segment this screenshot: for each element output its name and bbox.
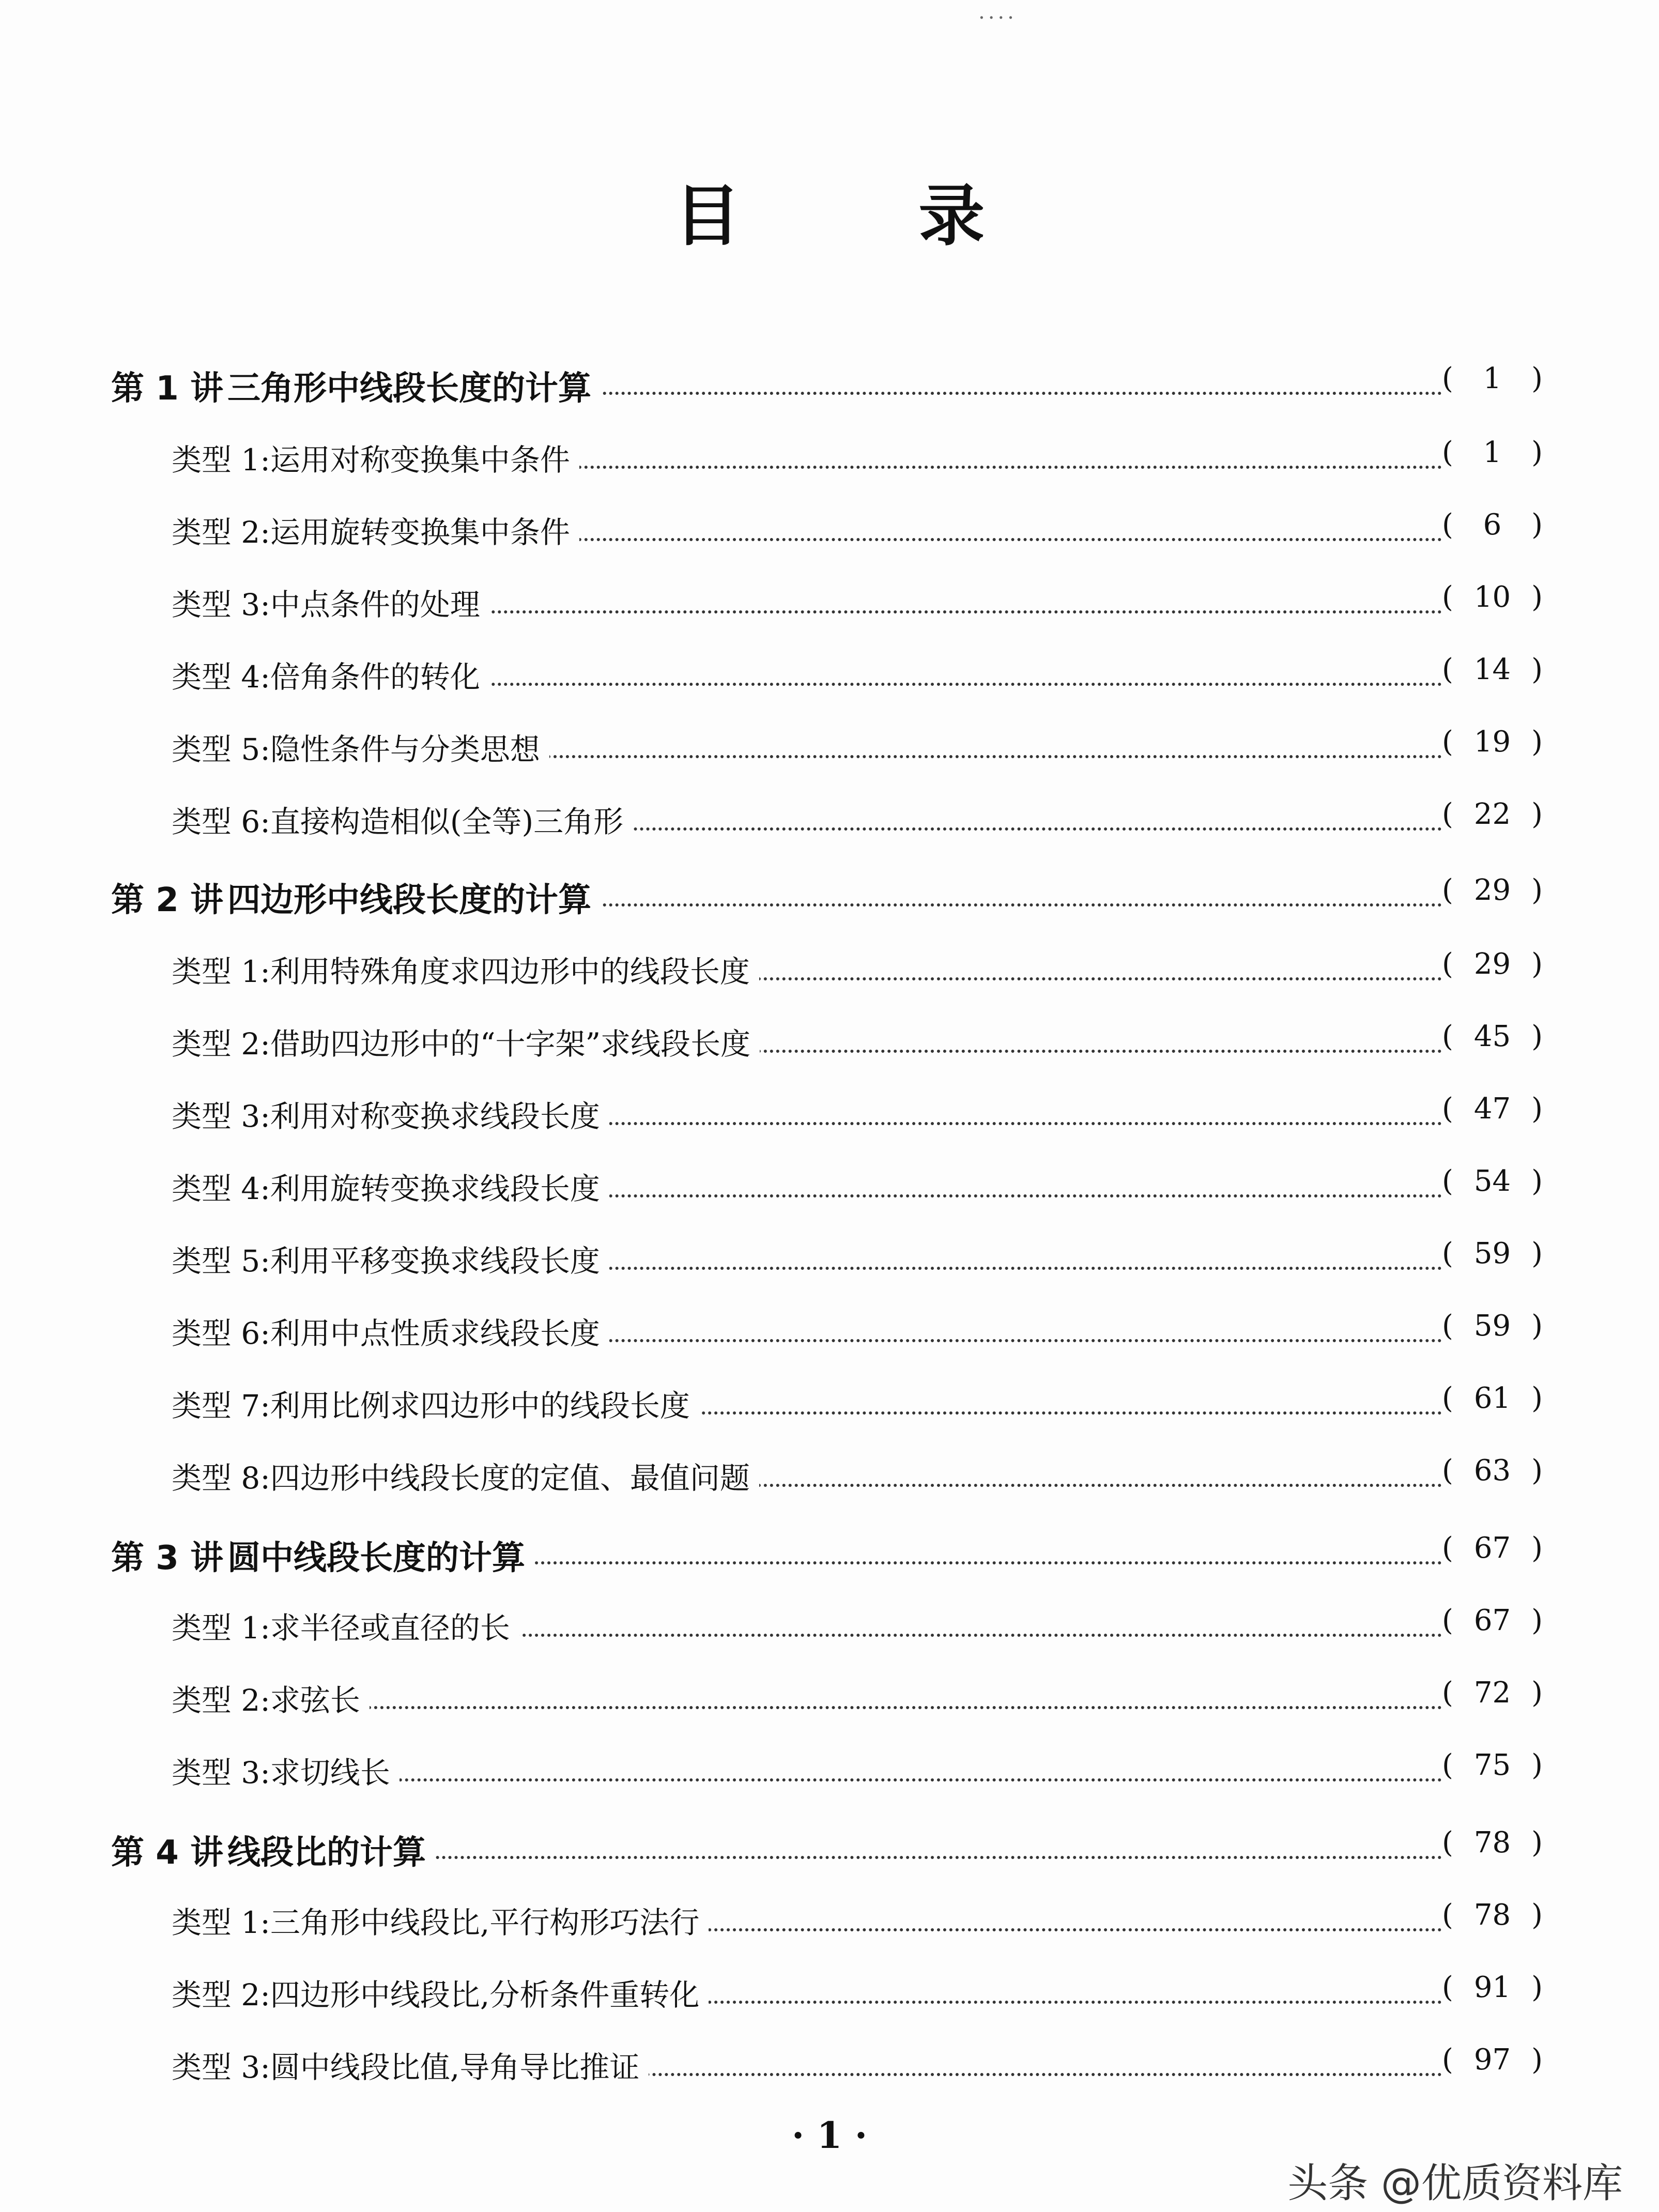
close-paren: ) bbox=[1531, 947, 1543, 981]
toc-page-ref bbox=[1442, 1309, 1543, 1343]
toc-entry-title bbox=[111, 1826, 435, 1873]
open-paren: ( bbox=[1442, 797, 1453, 831]
toc-entry-label: 类型 5:隐性条件与分类思想 bbox=[172, 732, 540, 767]
toc-entry-title bbox=[172, 653, 489, 696]
toc-page-ref bbox=[1442, 1164, 1543, 1198]
toc-entry-label: 类型 1:运用对称变换集中条件 bbox=[172, 442, 570, 478]
toc-entry-label: 类型 3:圆中线段比值,导角导比推证 bbox=[172, 2050, 640, 2085]
toc-page-ref bbox=[1442, 1676, 1543, 1710]
toc-page-ref bbox=[1442, 725, 1543, 759]
page-title: 目 录 bbox=[674, 178, 1063, 255]
close-paren: ) bbox=[1531, 797, 1543, 831]
toc-entry-title bbox=[172, 1676, 370, 1719]
toc-section-row[interactable] bbox=[0, 725, 1659, 777]
open-paren: ( bbox=[1442, 1971, 1453, 2004]
toc-page-ref bbox=[1442, 1092, 1543, 1126]
open-paren: ( bbox=[1442, 1604, 1453, 1637]
open-paren: ( bbox=[1442, 1164, 1453, 1198]
page-ref-number: 6 bbox=[1483, 508, 1502, 542]
toc-entry-title bbox=[172, 725, 549, 769]
toc-entry-label: 类型 2:四边形中线段比,分析条件重转化 bbox=[172, 1977, 700, 2013]
toc-page-ref bbox=[1442, 1826, 1543, 1860]
toc-section-row[interactable] bbox=[0, 1092, 1659, 1144]
toc-page-ref bbox=[1442, 797, 1543, 831]
toc-entry-label: 类型 1:求半径或直径的长 bbox=[172, 1610, 510, 1646]
toc-entry-label: 四边形中线段长度的计算 bbox=[227, 881, 591, 919]
toc-page-ref bbox=[1442, 1604, 1543, 1637]
toc-entry-label: 类型 4:利用旋转变换求线段长度 bbox=[172, 1171, 600, 1206]
toc-page-ref bbox=[1442, 653, 1543, 686]
toc-page-ref bbox=[1442, 508, 1543, 542]
toc-page-ref bbox=[1442, 873, 1543, 907]
page-ref-number: 67 bbox=[1473, 1604, 1511, 1637]
lecture-number: 第 3 讲 bbox=[111, 1539, 224, 1577]
page-ref-number: 10 bbox=[1473, 580, 1511, 614]
toc-page-ref bbox=[1442, 2043, 1543, 2077]
page-ref-number: 61 bbox=[1473, 1381, 1511, 1415]
toc-section-row[interactable] bbox=[0, 1604, 1659, 1655]
page-ref-number: 29 bbox=[1473, 873, 1511, 907]
open-paren: ( bbox=[1442, 1237, 1453, 1270]
page-ref-number: 78 bbox=[1473, 1826, 1511, 1860]
open-paren: ( bbox=[1442, 508, 1453, 542]
close-paren: ) bbox=[1531, 1164, 1543, 1198]
open-paren: ( bbox=[1442, 1454, 1453, 1487]
toc-section-row[interactable] bbox=[0, 436, 1659, 487]
toc-section-row[interactable] bbox=[0, 508, 1659, 560]
toc-entry-title bbox=[172, 1454, 759, 1497]
toc-page-ref bbox=[1442, 580, 1543, 614]
toc-entry-label: 类型 2:运用旋转变换集中条件 bbox=[172, 515, 570, 550]
close-paren: ) bbox=[1531, 1092, 1543, 1126]
page-ref-number: 1 bbox=[1483, 362, 1502, 395]
close-paren: ) bbox=[1531, 653, 1543, 686]
page-ref-number: 29 bbox=[1473, 947, 1511, 981]
toc-lecture-row[interactable] bbox=[0, 1826, 1659, 1878]
toc-section-row[interactable] bbox=[0, 1898, 1659, 1950]
page-ref-number: 14 bbox=[1473, 653, 1511, 686]
open-paren: ( bbox=[1442, 1748, 1453, 1782]
header-dots: .... bbox=[978, 0, 1017, 24]
dot-leader bbox=[362, 610, 1442, 613]
close-paren: ) bbox=[1531, 1454, 1543, 1487]
toc-page-ref bbox=[1442, 1381, 1543, 1415]
toc-lecture-row[interactable] bbox=[0, 1531, 1659, 1583]
toc-page-ref bbox=[1442, 947, 1543, 981]
toc-section-row[interactable] bbox=[0, 1454, 1659, 1506]
dot-leader bbox=[362, 1706, 1442, 1709]
toc-entry-title bbox=[172, 1092, 609, 1135]
close-paren: ) bbox=[1531, 1531, 1543, 1565]
toc-entry-title bbox=[172, 1381, 699, 1425]
page-ref-number: 97 bbox=[1473, 2043, 1511, 2077]
toc-entry-label: 类型 1:利用特殊角度求四边形中的线段长度 bbox=[172, 954, 750, 989]
open-paren: ( bbox=[1442, 725, 1453, 759]
toc-page-ref bbox=[1442, 1898, 1543, 1932]
toc-section-row[interactable] bbox=[0, 1748, 1659, 1800]
toc-page-ref bbox=[1442, 1020, 1543, 1053]
toc-page-ref bbox=[1442, 362, 1543, 395]
toc-entry-title bbox=[111, 1531, 534, 1579]
toc-entry-label: 类型 8:四边形中线段长度的定值、最值问题 bbox=[172, 1461, 750, 1496]
page-ref-number: 59 bbox=[1473, 1237, 1511, 1270]
page-ref-number: 91 bbox=[1473, 1971, 1511, 2004]
open-paren: ( bbox=[1442, 873, 1453, 907]
toc-section-row[interactable] bbox=[0, 580, 1659, 632]
toc-section-row[interactable] bbox=[0, 1309, 1659, 1361]
page-ref-number: 59 bbox=[1473, 1309, 1511, 1343]
toc-section-row[interactable] bbox=[0, 1676, 1659, 1728]
close-paren: ) bbox=[1531, 362, 1543, 395]
toc-entry-title bbox=[111, 362, 601, 409]
toc-section-row[interactable] bbox=[0, 797, 1659, 849]
toc-section-row[interactable] bbox=[0, 2043, 1659, 2095]
close-paren: ) bbox=[1531, 1826, 1543, 1860]
open-paren: ( bbox=[1442, 580, 1453, 614]
toc-entry-label: 类型 2:借助四边形中的“十字架”求线段长度 bbox=[172, 1026, 751, 1062]
toc-page-ref bbox=[1442, 1237, 1543, 1270]
lecture-number: 第 4 讲 bbox=[111, 1834, 224, 1872]
close-paren: ) bbox=[1531, 873, 1543, 907]
open-paren: ( bbox=[1442, 1531, 1453, 1565]
toc-entry-label: 类型 3:求切线长 bbox=[172, 1755, 390, 1790]
close-paren: ) bbox=[1531, 725, 1543, 759]
page-ref-number: 22 bbox=[1473, 797, 1511, 831]
lecture-number: 第 2 讲 bbox=[111, 881, 224, 919]
close-paren: ) bbox=[1531, 2043, 1543, 2077]
toc-page-ref bbox=[1442, 436, 1543, 469]
toc-entry-label: 线段比的计算 bbox=[227, 1834, 426, 1872]
toc-lecture-row[interactable] bbox=[0, 873, 1659, 925]
toc-entry-title bbox=[172, 1309, 609, 1353]
page-ref-number: 54 bbox=[1473, 1164, 1511, 1198]
toc-entry-title bbox=[111, 873, 601, 921]
toc-entry-title bbox=[172, 580, 489, 624]
open-paren: ( bbox=[1442, 2043, 1453, 2077]
toc-section-row[interactable] bbox=[0, 1381, 1659, 1433]
toc-entry-label: 三角形中线段长度的计算 bbox=[227, 370, 591, 408]
toc-page-ref bbox=[1442, 1454, 1543, 1487]
close-paren: ) bbox=[1531, 580, 1543, 614]
toc-entry-title bbox=[172, 947, 759, 991]
open-paren: ( bbox=[1442, 947, 1453, 981]
open-paren: ( bbox=[1442, 1676, 1453, 1710]
page-ref-number: 72 bbox=[1473, 1676, 1511, 1710]
toc-lecture-row[interactable] bbox=[0, 362, 1659, 413]
toc-entry-title bbox=[172, 1898, 709, 1942]
page-ref-number: 45 bbox=[1473, 1020, 1511, 1053]
toc-entry-label: 类型 5:利用平移变换求线段长度 bbox=[172, 1243, 600, 1279]
toc-entry-label: 类型 7:利用比例求四边形中的线段长度 bbox=[172, 1388, 690, 1423]
toc-entry-title bbox=[172, 1604, 519, 1647]
open-paren: ( bbox=[1442, 1826, 1453, 1860]
lecture-number: 第 1 讲 bbox=[111, 370, 224, 408]
page-ref-number: 75 bbox=[1473, 1748, 1511, 1782]
page-ref-number: 19 bbox=[1473, 725, 1511, 759]
toc-section-row[interactable] bbox=[0, 1020, 1659, 1071]
close-paren: ) bbox=[1531, 1676, 1543, 1710]
toc-entry-label: 类型 1:三角形中线段比,平行构形巧法行 bbox=[172, 1905, 700, 1940]
open-paren: ( bbox=[1442, 362, 1453, 395]
toc-section-row[interactable] bbox=[0, 1164, 1659, 1216]
open-paren: ( bbox=[1442, 436, 1453, 469]
close-paren: ) bbox=[1531, 1971, 1543, 2004]
page-ref-number: 47 bbox=[1473, 1092, 1511, 1126]
dot-leader bbox=[362, 1856, 1442, 1859]
toc-entry-title bbox=[172, 508, 579, 551]
close-paren: ) bbox=[1531, 508, 1543, 542]
page-ref-number: 67 bbox=[1473, 1531, 1511, 1565]
close-paren: ) bbox=[1531, 1898, 1543, 1932]
toc-section-row[interactable] bbox=[0, 653, 1659, 704]
toc-entry-label: 类型 3:利用对称变换求线段长度 bbox=[172, 1099, 600, 1134]
page-ref-number: 1 bbox=[1483, 436, 1502, 469]
toc-page-ref bbox=[1442, 1748, 1543, 1782]
open-paren: ( bbox=[1442, 1898, 1453, 1932]
toc-entry-label: 类型 3:中点条件的处理 bbox=[172, 587, 480, 622]
toc-section-row[interactable] bbox=[0, 1237, 1659, 1288]
open-paren: ( bbox=[1442, 1381, 1453, 1415]
toc-entry-title bbox=[172, 797, 633, 841]
toc-page-ref bbox=[1442, 1971, 1543, 2004]
toc-entry-title bbox=[172, 1237, 609, 1280]
close-paren: ) bbox=[1531, 1309, 1543, 1343]
page-ref-number: 63 bbox=[1473, 1454, 1511, 1487]
toc-section-row[interactable] bbox=[0, 947, 1659, 999]
toc-entry-label: 圆中线段长度的计算 bbox=[227, 1539, 525, 1577]
toc-entry-label: 类型 2:求弦长 bbox=[172, 1683, 360, 1718]
dot-leader bbox=[362, 683, 1442, 686]
open-paren: ( bbox=[1442, 653, 1453, 686]
close-paren: ) bbox=[1531, 1381, 1543, 1415]
close-paren: ) bbox=[1531, 436, 1543, 469]
dot-leader bbox=[362, 1634, 1442, 1637]
toc-entry-title bbox=[172, 2043, 649, 2086]
toc-entry-label: 类型 6:直接构造相似(全等)三角形 bbox=[172, 804, 624, 839]
toc-entry-title bbox=[172, 1164, 609, 1208]
open-paren: ( bbox=[1442, 1020, 1453, 1053]
toc-entry-label: 类型 4:倍角条件的转化 bbox=[172, 659, 480, 695]
close-paren: ) bbox=[1531, 1604, 1543, 1637]
dot-leader bbox=[362, 1778, 1442, 1781]
close-paren: ) bbox=[1531, 1748, 1543, 1782]
toc-entry-title bbox=[172, 436, 579, 479]
watermark: 头条 @优质资料库 bbox=[1287, 2160, 1623, 2207]
close-paren: ) bbox=[1531, 1237, 1543, 1270]
toc-section-row[interactable] bbox=[0, 1971, 1659, 2022]
page-number: · 1 · bbox=[791, 2114, 868, 2157]
toc-entry-label: 类型 6:利用中点性质求线段长度 bbox=[172, 1316, 600, 1351]
toc-page-ref bbox=[1442, 1531, 1543, 1565]
toc-entry-title bbox=[172, 1748, 400, 1792]
toc-entry-title bbox=[172, 1971, 709, 2014]
toc-entry-title bbox=[172, 1020, 760, 1063]
page-ref-number: 78 bbox=[1473, 1898, 1511, 1932]
close-paren: ) bbox=[1531, 1020, 1543, 1053]
open-paren: ( bbox=[1442, 1309, 1453, 1343]
open-paren: ( bbox=[1442, 1092, 1453, 1126]
